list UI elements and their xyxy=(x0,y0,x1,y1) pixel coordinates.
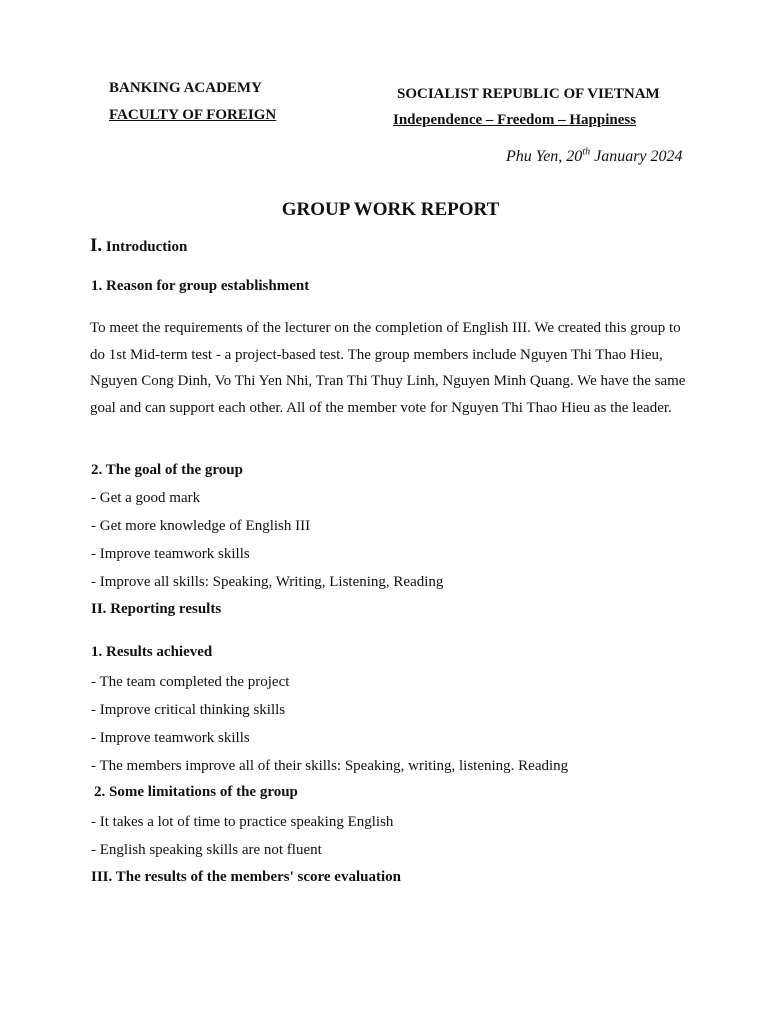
limitations-heading: 2. Some limitations of the group xyxy=(94,784,298,800)
section-1-title: Introduction xyxy=(102,239,188,255)
goal-heading: 2. The goal of the group xyxy=(91,462,243,478)
faculty-name: FACULTY OF FOREIGN xyxy=(109,107,277,123)
result-item: - Improve teamwork skills xyxy=(91,730,250,746)
section-2-heading xyxy=(91,601,221,618)
limitation-item: - English speaking skills are not fluent xyxy=(91,842,322,858)
nation-title: SOCIALIST REPUBLIC OF VIETNAM xyxy=(397,86,660,102)
org-name: BANKING ACADEMY xyxy=(109,80,262,96)
date-suffix-ordinal: th xyxy=(582,146,591,158)
reason-paragraph: To meet the requirements of the lecturer on the completion of English III. We created this group to do 1st Mid-term test - a project-based test. The group members include Nguyen Thi Thao Hieu, Nguyen Cong Dinh, Vo Thi Yen Nhi, Tran Thi Thuy Linh, Nguyen Minh Quang. We have the same goal and can support each other. All of the member vote for Nguyen Thi Thao Hieu as the leader. xyxy=(90,320,686,416)
section-2-title: Reporting results xyxy=(106,601,222,617)
result-item: - Improve critical thinking skills xyxy=(91,702,286,718)
goal-item: - Improve teamwork skills xyxy=(91,546,250,562)
section-1-heading xyxy=(90,235,187,257)
date-prefix: Phu Yen, 20 xyxy=(506,148,583,165)
goal-item: - Get more knowledge of English III xyxy=(91,518,311,534)
report-title: GROUP WORK REPORT xyxy=(281,199,500,220)
results-heading: 1. Results achieved xyxy=(91,644,213,660)
limitation-item: - It takes a lot of time to practice speaking English xyxy=(91,814,394,830)
section-2-number: II. xyxy=(91,601,107,617)
nation-motto: Independence – Freedom – Happiness xyxy=(393,112,637,128)
result-item: - The team completed the project xyxy=(91,674,290,690)
reason-heading: 1. Reason for group establishment xyxy=(91,278,310,294)
section-3-heading: III. The results of the members' score evaluation xyxy=(91,869,401,885)
date-month-year: January 2024 xyxy=(590,148,683,165)
result-item: - The members improve all of their skills: Speaking, writing, listening. Reading xyxy=(91,758,569,774)
section-1-number: I. xyxy=(90,235,103,256)
goal-item: - Get a good mark xyxy=(91,490,201,506)
goal-item: - Improve all skills: Speaking, Writing, Listening, Reading xyxy=(91,574,444,590)
place-date xyxy=(506,148,683,166)
